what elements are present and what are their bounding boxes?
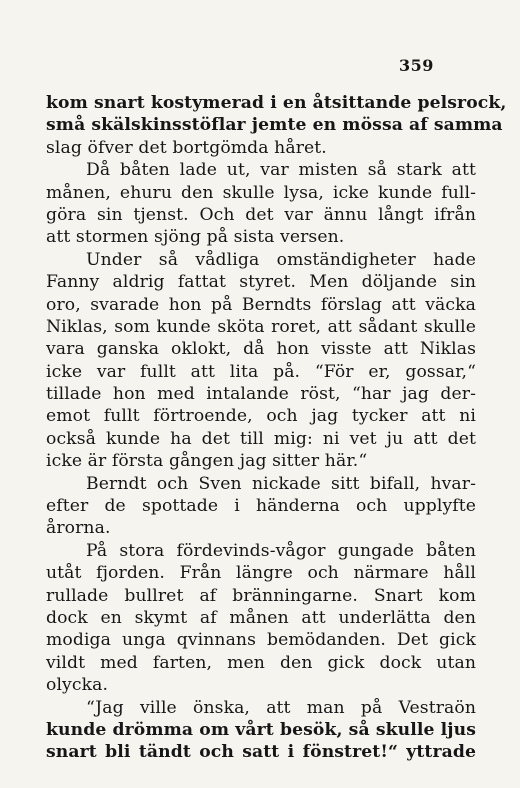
- text-line: Fanny aldrig fattat styret. Men döljande sin: [46, 272, 476, 293]
- text-line: olycka.: [46, 675, 109, 696]
- text-line: Niklas, som kunde sköta roret, att sådant skulle: [46, 316, 476, 337]
- text-line: icke är första gången jag sitter här.“: [46, 451, 368, 472]
- text-line: utåt fjorden. Från längre och närmare håll: [46, 563, 476, 584]
- text-line: vara ganska oklokt, då hon visste att Niklas: [46, 339, 476, 360]
- text-line: tillade hon med intalande röst, “har jag der-: [46, 384, 476, 405]
- text-line: små skälskinsstöflar jemte en mössa af samma: [46, 115, 503, 136]
- text-line: månen, ehuru den skulle lysa, icke kunde full-: [46, 182, 476, 203]
- text-line: “Jag ville önska, att man på Vestraön: [86, 697, 476, 718]
- text-line: Berndt och Sven nickade sitt bifall, hvar-: [86, 473, 476, 494]
- text-line: kunde drömma om vårt besök, så skulle ljus: [46, 719, 476, 740]
- text-line: kom snart kostymerad i en åtsittande pelsrock,: [46, 93, 507, 113]
- text-line: göra sin tjenst. Och det var ännu långt ifrån: [46, 204, 476, 225]
- page-number: 359: [399, 56, 434, 75]
- text-line: rullade bullret af bränningarne. Snart kom: [46, 585, 476, 606]
- text-line: årorna.: [46, 518, 111, 539]
- text-line: efter de spottade i händerna och upplyfte: [46, 496, 476, 517]
- text-line: Då båten lade ut, var misten så stark att: [86, 160, 476, 181]
- text-line: Under så vådliga omständigheter hade: [86, 249, 476, 270]
- text-line: modiga unga qvinnans bemödanden. Det gick: [46, 630, 476, 651]
- text-line: slag öfver det bortgömda håret.: [46, 137, 327, 158]
- text-line: också kunde ha det till mig: ni vet ju att det: [46, 428, 476, 449]
- text-line: oro, svarade hon på Berndts förslag att väcka: [46, 294, 476, 315]
- text-line: att stormen sjöng på sista versen.: [46, 227, 345, 248]
- text-line: vildt med farten, men den gick dock utan: [46, 652, 476, 673]
- text-line: dock en skymt af månen att underlätta den: [46, 607, 476, 628]
- text-line: På stora fördevinds-vågor gungade båten: [86, 540, 476, 561]
- text-line: icke var fullt att lita på. “För er, gossar,“: [46, 361, 476, 382]
- text-line: emot fullt förtroende, och jag tycker att ni: [46, 406, 476, 427]
- text-line: snart bli tändt och satt i fönstret!“ yttrade: [46, 742, 476, 763]
- body-text: [46, 92, 507, 764]
